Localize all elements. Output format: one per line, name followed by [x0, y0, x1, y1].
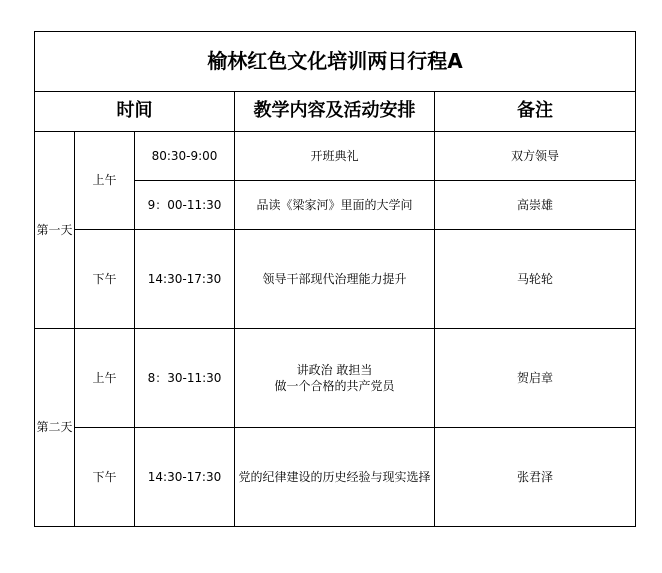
header-note: 备注 — [435, 92, 636, 132]
period-label: 上午 — [75, 329, 135, 428]
note-cell: 双方领导 — [435, 132, 636, 181]
header-time: 时间 — [35, 92, 235, 132]
content-cell — [235, 132, 435, 181]
header-content: 教学内容及活动安排 — [235, 92, 435, 132]
schedule-title: 榆林红色文化培训两日行程A — [35, 32, 636, 92]
content-cell — [235, 181, 435, 230]
content-cell — [235, 230, 435, 329]
table-row — [35, 329, 636, 428]
table-row — [35, 132, 636, 181]
time-cell: 8：30-11:30 — [135, 329, 235, 428]
time-cell: 14:30-17:30 — [135, 428, 235, 527]
day-label: 第一天 — [35, 132, 75, 329]
content-line: 品读《梁家河》里面的大学问 — [256, 197, 413, 212]
table-row — [35, 230, 636, 329]
content-cell — [235, 329, 435, 428]
title-row — [35, 32, 636, 92]
note-cell: 马轮轮 — [435, 230, 636, 329]
period-label: 上午 — [75, 132, 135, 230]
content-line: 做一个合格的共产党员 — [274, 379, 395, 393]
day-label: 第二天 — [35, 329, 75, 527]
table-row — [35, 428, 636, 527]
note-cell: 高崇雄 — [435, 181, 636, 230]
content-line: 开班典礼 — [310, 148, 359, 163]
content-line: 党的纪律建设的历史经验与现实选择 — [238, 469, 431, 484]
content-line: 讲政治 敢担当 — [296, 362, 373, 377]
period-label: 下午 — [75, 428, 135, 527]
header-row — [35, 92, 636, 132]
content-cell — [235, 428, 435, 527]
content-line: 领导干部现代治理能力提升 — [262, 271, 407, 286]
schedule-table — [34, 31, 636, 527]
note-cell: 贺启章 — [435, 329, 636, 428]
period-label: 下午 — [75, 230, 135, 329]
note-cell: 张君泽 — [435, 428, 636, 527]
time-cell: 14:30-17:30 — [135, 230, 235, 329]
time-cell: 80:30-9:00 — [135, 132, 235, 181]
time-cell: 9：00-11:30 — [135, 181, 235, 230]
